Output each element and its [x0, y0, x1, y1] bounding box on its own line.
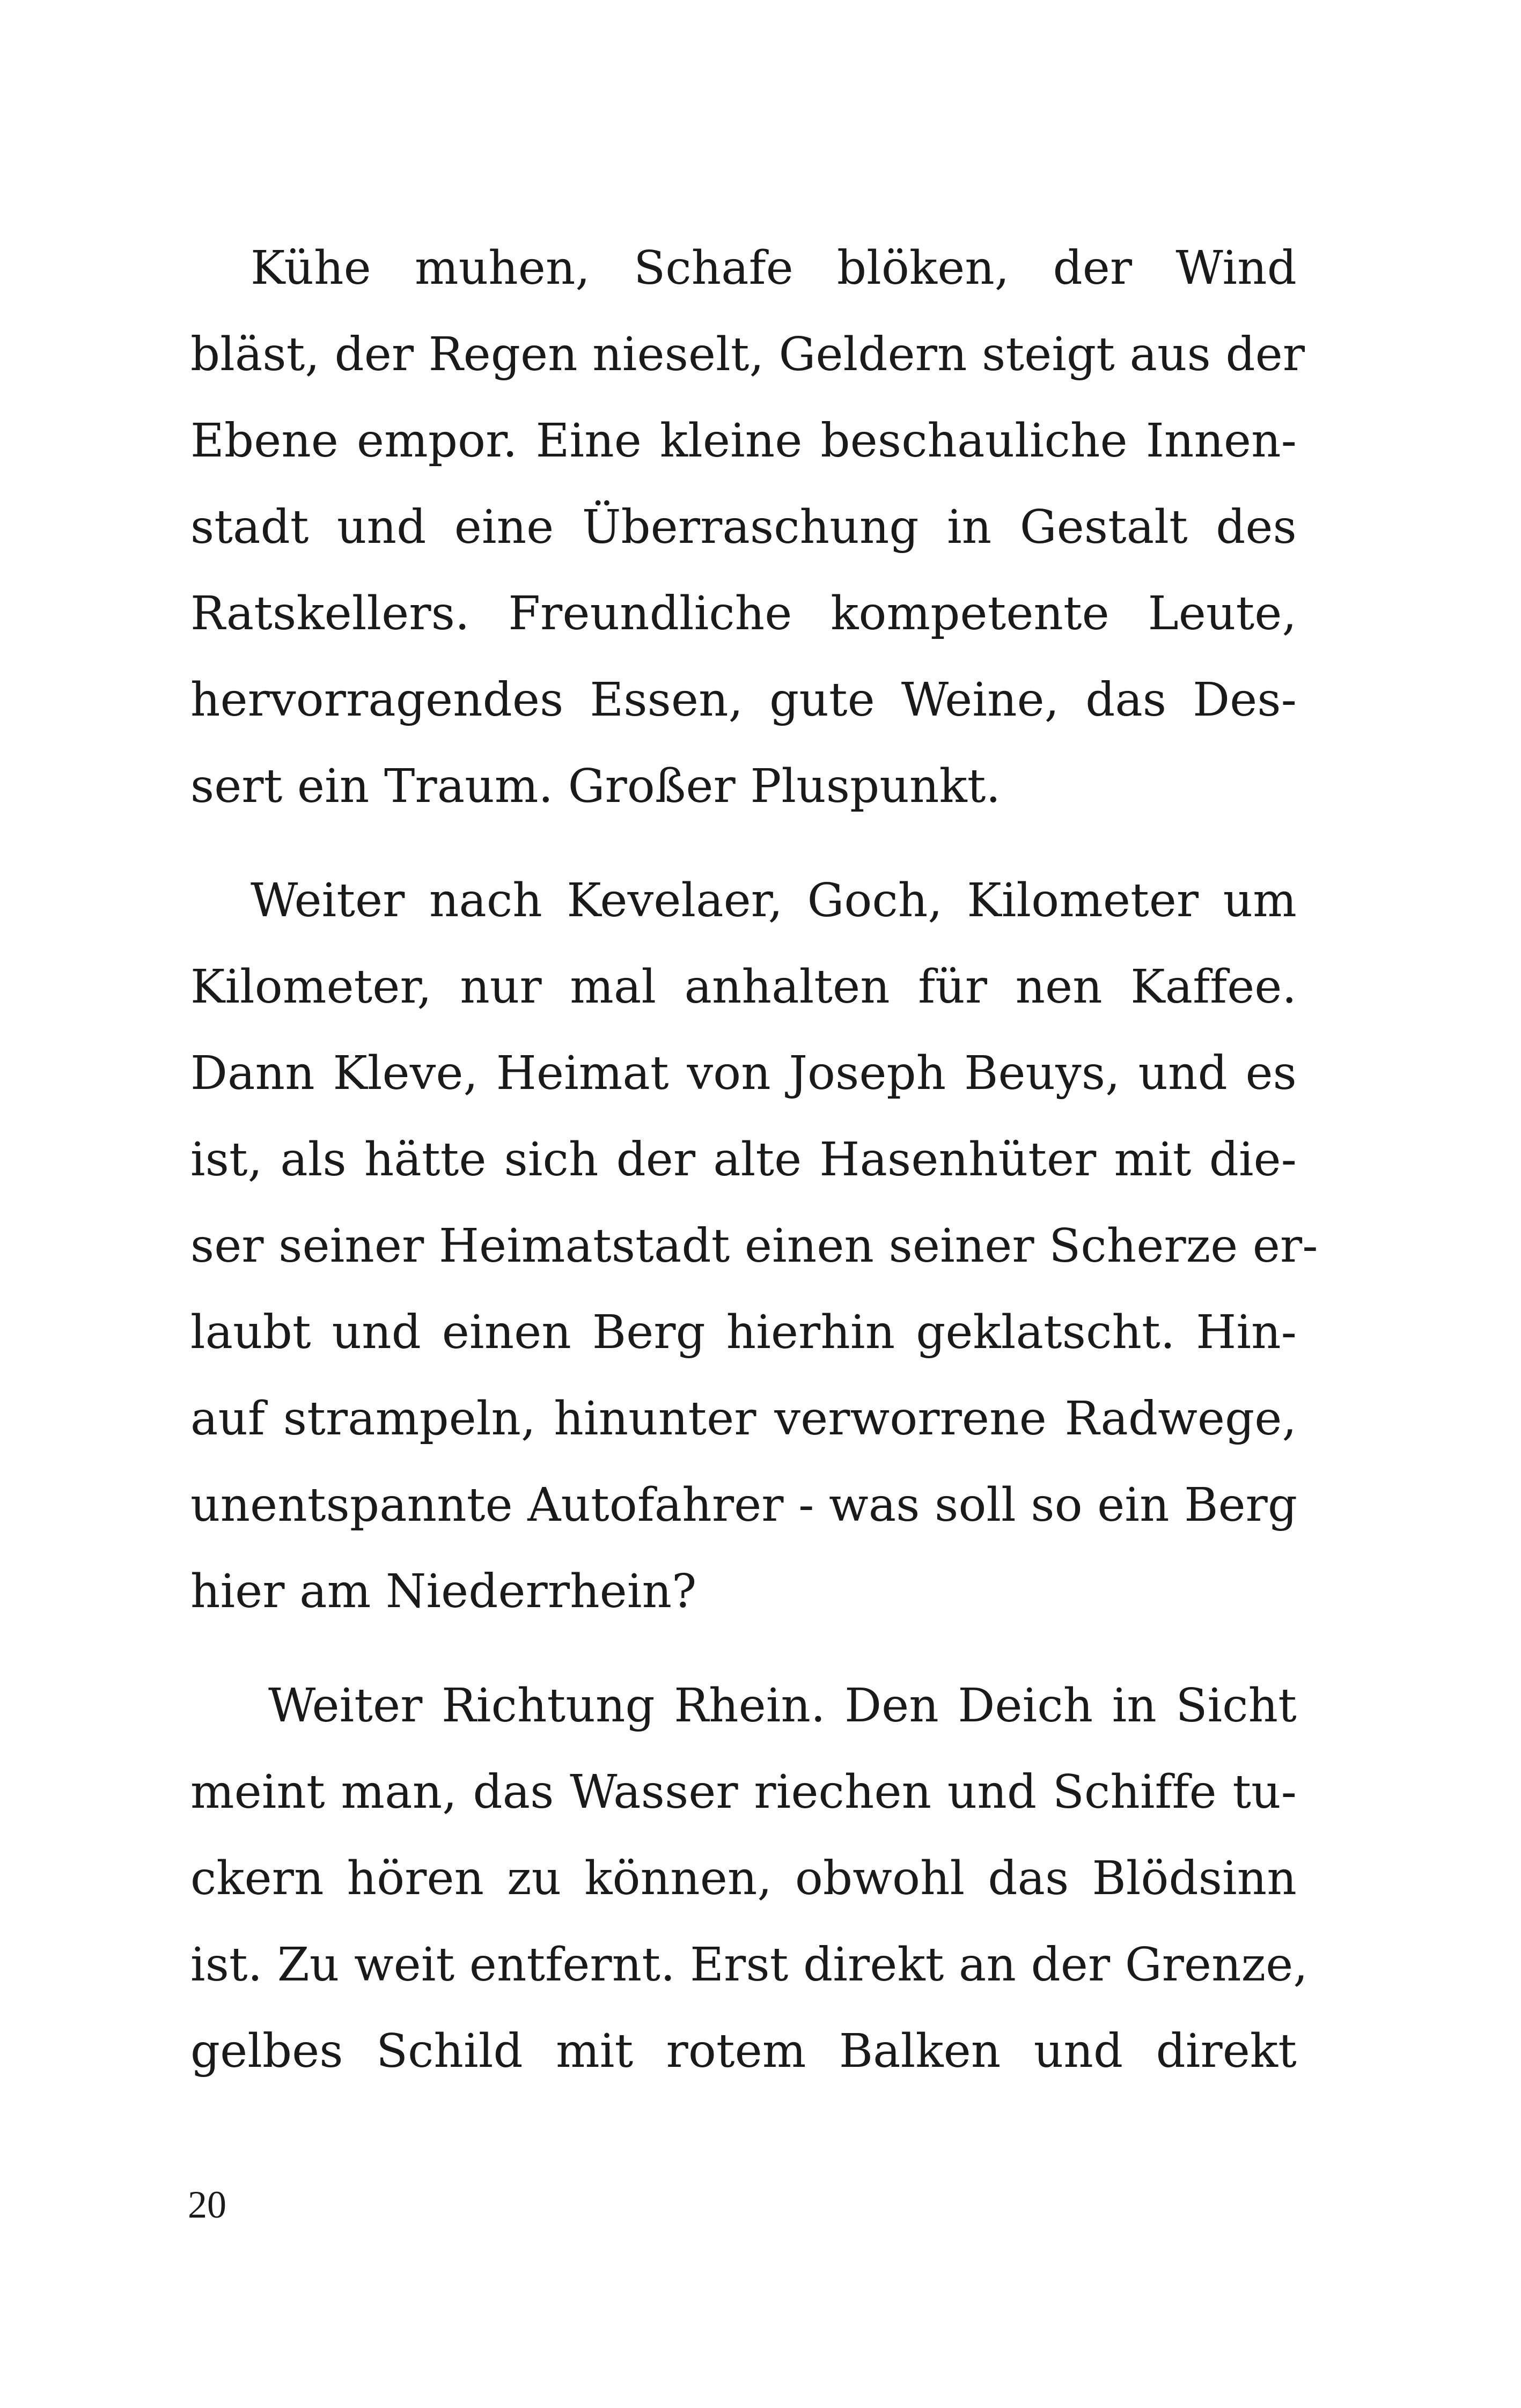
paragraph-spacer [190, 830, 1297, 858]
text-line: sert ein Traum. Großer Pluspunkt. [190, 760, 1001, 813]
page-number: 20 [188, 2183, 226, 2226]
text-line: ser seiner Heimatstadt einen seiner Scherze er- [190, 1219, 1318, 1273]
text-line: auf strampeln, hinunter verworrene Radwege, [190, 1392, 1297, 1446]
text-line: ist. Zu weit entfernt. Erst direkt an der Grenze, [190, 1938, 1308, 1992]
paragraph-2 [190, 858, 1318, 1635]
text-line: stadt und eine Überraschung in Gestalt des [190, 500, 1297, 554]
text-line: bläst, der Regen nieselt, Geldern steigt aus der [190, 328, 1305, 381]
text-line: Kilometer, nur mal anhalten für nen Kaffee. [190, 960, 1297, 1014]
text-line: Ebene empor. Eine kleine beschauliche Innen- [190, 414, 1297, 468]
text-line: Ratskellers. Freundliche kompetente Leute, [190, 587, 1297, 640]
text-line: hervorragendes Essen, gute Weine, das Des- [190, 673, 1297, 727]
text-line: Kühe muhen, Schafe blöken, der Wind [251, 241, 1297, 295]
paragraph-1 [190, 225, 1305, 830]
text-line: ist, als hätte sich der alte Hasenhüter mit die- [190, 1133, 1297, 1187]
text-line: Dann Kleve, Heimat von Joseph Beuys, und es [190, 1047, 1297, 1100]
paragraph-spacer [190, 1635, 1297, 1663]
text-line: Weiter Richtung Rhein. Den Deich in Sicht [268, 1679, 1297, 1733]
text-line: meint man, das Wasser riechen und Schiffe tu- [190, 1765, 1297, 1819]
text-line: hier am Niederrhein? [190, 1565, 697, 1618]
text-line: laubt und einen Berg hierhin geklatscht. Hin- [190, 1306, 1297, 1359]
paragraph-3 [190, 1663, 1308, 2095]
text-line: unentspannte Autofahrer - was soll so ein Berg [190, 1478, 1298, 1532]
text-line: Weiter nach Kevelaer, Goch, Kilometer um [251, 874, 1297, 927]
text-line: gelbes Schild mit rotem Balken und direkt [190, 2024, 1297, 2078]
body-text [190, 225, 1318, 2095]
text-line: ckern hören zu können, obwohl das Blödsinn [190, 1852, 1297, 1905]
